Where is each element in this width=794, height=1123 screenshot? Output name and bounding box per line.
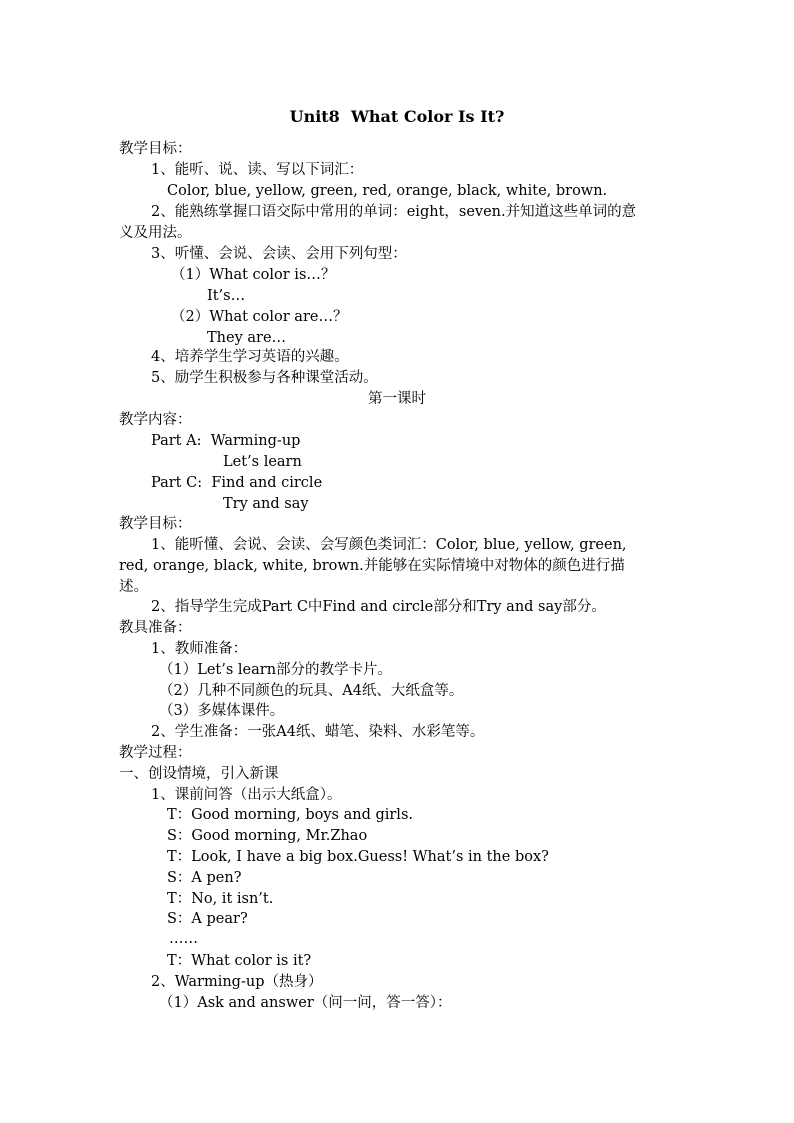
text-line: Try and say xyxy=(223,496,309,512)
text-line: 1、教师准备： xyxy=(151,641,248,657)
text-line: 2、能熟练掌握口语交际中常用的单词：eight，seven.并知道这些单词的意 xyxy=(151,204,637,220)
text-line: Part A: Warming-up xyxy=(151,433,301,449)
text-line: S：A pear? xyxy=(167,911,248,927)
text-line: （1）Ask and answer（问一问，答一答）： xyxy=(159,995,452,1011)
text-line: （2）What color are…？ xyxy=(171,309,348,325)
text-line: red, orange, black, white, brown.并能够在实际情境中对物体的颜色进行描 xyxy=(119,558,625,574)
text-line: 4、培养学生学习英语的兴趣。 xyxy=(151,349,349,365)
text-line: （1）What color is…？ xyxy=(171,267,336,283)
text-line: 1、能听、说、读、写以下词汇： xyxy=(151,162,364,178)
text-line: S：Good morning, Mr.Zhao xyxy=(167,828,368,844)
text-line: T：What color is it? xyxy=(167,953,312,969)
text-line: T：No, it isn’t. xyxy=(167,891,274,907)
text-line: Part C: Find and circle xyxy=(151,475,323,491)
text-line: 2、指导学生完成Part C中Find and circle部分和Try and say部分。 xyxy=(151,599,606,615)
text-line: It’s… xyxy=(207,288,246,304)
text-line: 教学过程： xyxy=(119,745,192,761)
text-line: 3、听懂、会说、会读、会用下列句型： xyxy=(151,246,407,262)
text-line: They are… xyxy=(207,330,287,346)
text-line: 5、励学生积极参与各种课堂活动。 xyxy=(151,370,378,386)
text-line: Let’s learn xyxy=(223,454,302,470)
text-line: 2、Warming-up（热身） xyxy=(151,974,323,990)
text-line: 2、学生准备：一张A4纸、蜡笔、染料、水彩笔等。 xyxy=(151,724,485,740)
text-line: （2）几种不同颜色的玩具、A4纸、大纸盒等。 xyxy=(159,683,464,699)
text-line: 述。 xyxy=(119,579,148,595)
text-line: 1、能听懂、会说、会读、会写颜色类词汇：Color, blue, yellow, green, xyxy=(151,537,627,553)
text-line: …… xyxy=(169,931,198,947)
text-line: 教学内容： xyxy=(119,412,192,428)
text-line: 教学目标： xyxy=(119,141,192,157)
text-line: 义及用法。 xyxy=(119,225,192,241)
text-line: （1）Let’s learn部分的教学卡片。 xyxy=(159,662,393,678)
text-line: 教学目标： xyxy=(119,516,192,532)
text-line: T：Good morning, boys and girls. xyxy=(167,807,413,823)
text-line: 一、创设情境，引入新课 xyxy=(119,766,279,782)
text-line: S：A pen? xyxy=(167,870,242,886)
text-line: T：Look, I have a big box.Guess! What’s in the box? xyxy=(167,849,549,865)
text-line: 1、课前问答（出示大纸盒）。 xyxy=(151,787,342,803)
text-line: Color, blue, yellow, green, red, orange, black, white, brown. xyxy=(167,183,608,199)
text-line: 教具准备： xyxy=(119,620,192,636)
section-heading: 第一课时 xyxy=(368,391,426,407)
text-line: （3）多媒体课件。 xyxy=(159,703,285,719)
page-title: Unit8 What Color Is It? xyxy=(289,107,505,126)
